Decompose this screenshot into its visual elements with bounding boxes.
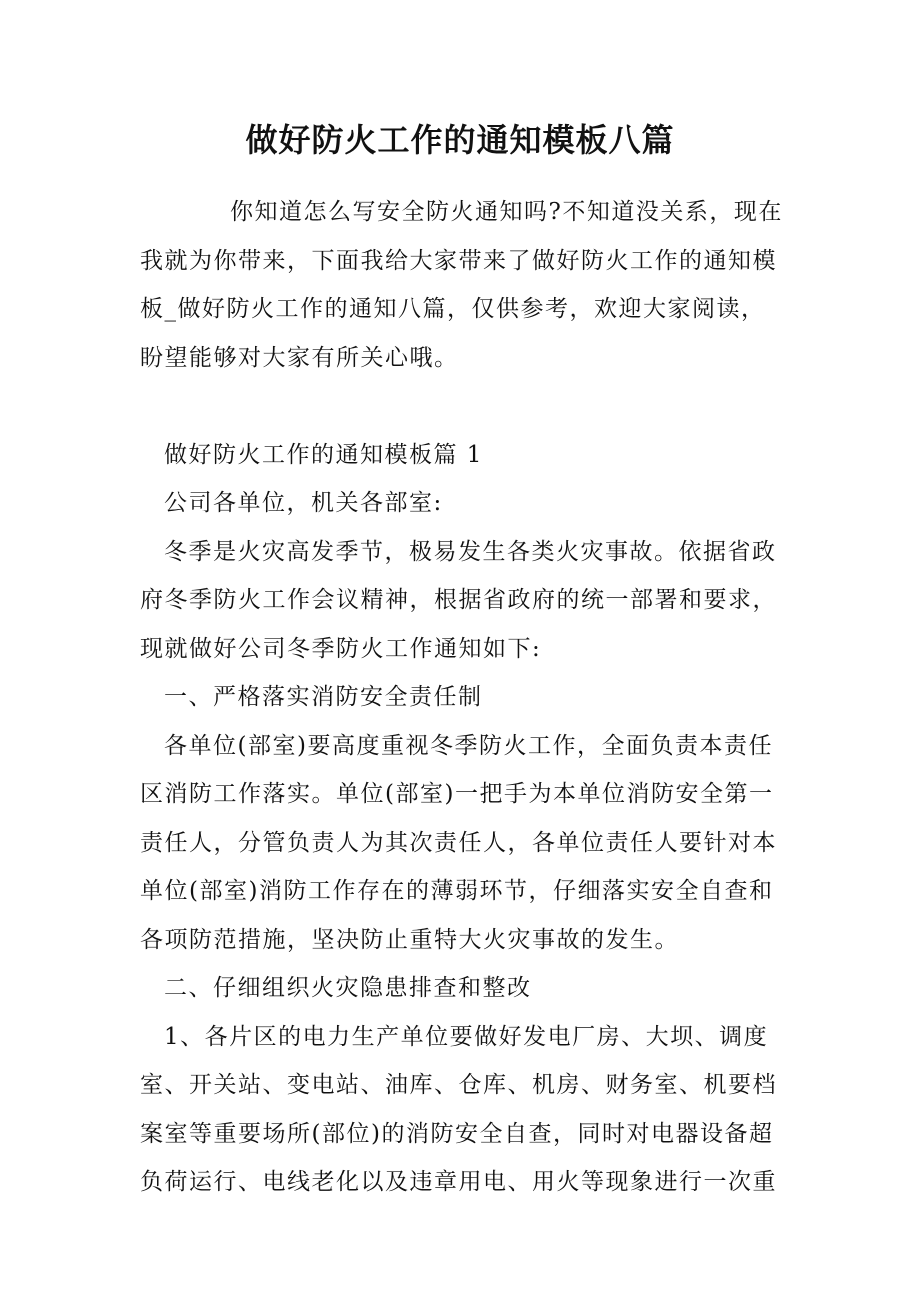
paragraph-1 [140,528,800,674]
section-heading-text: 做好防火工作的通知模板篇 1 [164,441,483,468]
paragraph-line: 现就做好公司冬季防火工作通知如下: [140,635,542,662]
heading-1 [140,673,800,722]
intro-line: 盼望能够对大家有所关心哦。 [140,344,459,371]
paragraph-line: 1、各片区的电力生产单位要做好发电厂房、大坝、调度 [164,1023,769,1050]
paragraph-line: 区消防工作落实。单位(部室)一把手为本单位消防安全第一 [140,781,774,807]
paragraph-2 [140,722,800,965]
paragraph-line: 负荷运行、电线老化以及违章用电、用火等现象进行一次重 [140,1169,777,1195]
document-title: 做好防火工作的通知模板八篇 [245,121,675,159]
paragraph-line: 府冬季防火工作会议精神，根据省政府的统一部署和要求， [140,587,777,613]
intro-line: 板_做好防火工作的通知八篇，仅供参考，欢迎大家阅读， [140,296,766,322]
heading-1-text: 一、严格落实消防安全责任制 [164,684,483,710]
paragraph-line: 各单位(部室)要高度重视冬季防火工作，全面负责本责任 [164,732,773,759]
salutation-text: 公司各单位，机关各部室: [164,490,443,516]
intro-line: 我就为你带来，下面我给大家带来了做好防火工作的通知模 [140,247,777,274]
heading-2 [140,964,800,1013]
paragraph-line: 冬季是火灾高发季节，极易发生各类火灾事故。依据省政 [164,538,777,565]
document-body [140,188,800,1207]
paragraph-line: 各项防范措施，坚决防止重特大火灾事故的发生。 [140,926,679,953]
heading-2-text: 二、仔细组织火灾隐患排查和整改 [164,975,532,1001]
intro-paragraph [140,188,800,382]
paragraph-line: 室、开关站、变电站、油库、仓库、机房、财务室、机要档 [140,1072,777,1098]
paragraph-3 [140,1013,800,1207]
intro-line: 你知道怎么写安全防火通知吗?不知道没关系，现在 [230,199,783,225]
paragraph-line: 案室等重要场所(部位)的消防安全自查，同时对电器设备超 [140,1120,774,1147]
paragraph-line: 单位(部室)消防工作存在的薄弱环节，仔细落实安全自查和 [140,878,774,904]
section-heading [140,431,800,480]
paragraph-line: 责任人，分管负责人为其次责任人，各单位责任人要针对本 [140,829,777,856]
salutation [140,479,800,528]
blank-line [140,382,800,431]
